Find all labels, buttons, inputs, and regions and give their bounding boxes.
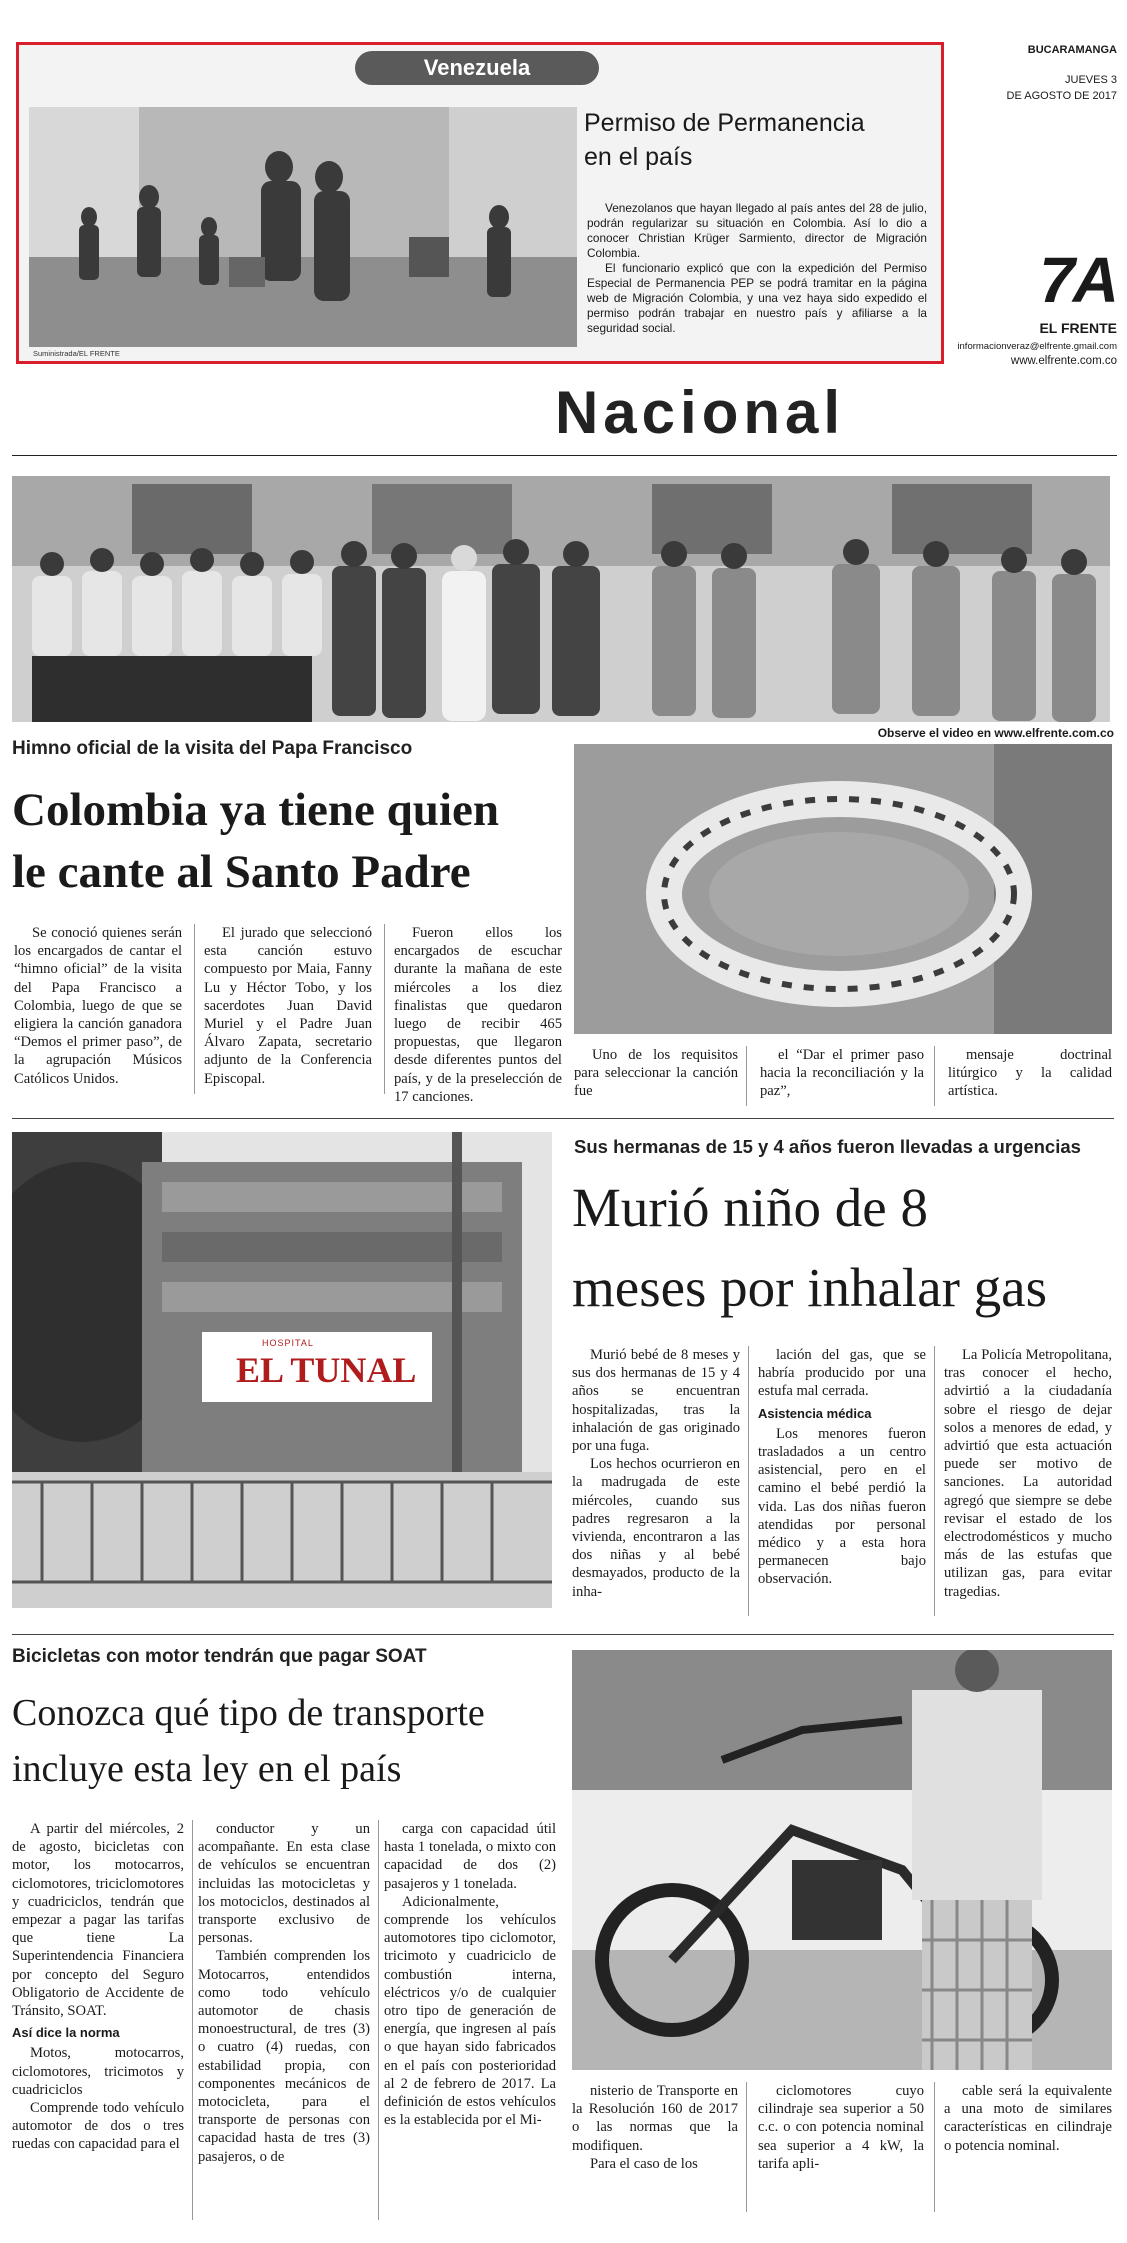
- venezuela-tag: Venezuela: [355, 51, 599, 85]
- papa-col5-text: el “Dar el primer paso hacia la reconciliación y la paz”,: [760, 1047, 924, 1100]
- papa-column-1: [14, 924, 182, 1088]
- venezuela-title-line2: en el país: [584, 143, 693, 171]
- column-divider: [934, 1346, 935, 1616]
- gas-col2-p1: lación del gas, que se habría producido por una estufa mal cerrada.: [758, 1347, 926, 1400]
- masthead-city: BUCARAMANGA: [1027, 44, 1117, 56]
- soat-headline-line1: Conozca qué tipo de transporte: [12, 1692, 485, 1734]
- gas-headline-line1: Murió niño de 8: [572, 1177, 928, 1238]
- soat-col5-p1: ciclomotores cuyo cilindraje sea superior a 50 c.c. o con potencia nominal sea superior a 4 kW, la tarifa apli-: [758, 2083, 924, 2172]
- gas-column-3: [944, 1346, 1112, 1601]
- soat-col4-p1: nisterio de Transporte en la Resolución 160 de 2017 o las normas que la modifiquen.: [572, 2083, 738, 2154]
- venezuela-title-line1: Permiso de Permanencia: [584, 109, 865, 137]
- papa-column-2: [204, 924, 372, 1088]
- soat-col1-p2: Motos, motocarros, ciclomotores, tricimotos y cuadriciclos: [12, 2045, 184, 2098]
- article-separator: [12, 1118, 1114, 1119]
- papa-col2-text: El jurado que seleccionó esta canción estuvo compuesto por Maia, Fanny Lu y Héctor Tobo, y los sacerdotes Juan David Muriel y el Padre Juan Álvaro Zapata, secretario adjunto de la Conferencia Episcopal.: [204, 925, 372, 1087]
- column-divider: [748, 1346, 749, 1616]
- soat-col6-p1: cable será la equivalente a una moto de similares características en cilindraje o potencia nominal.: [944, 2083, 1112, 2154]
- soat-col3-p2: Adicionalmente, comprende los vehículos automotores tipo ciclomotor, tricimoto y cuadriciclo de combustión interna, eléctricos y/o de cualquier otro tipo de generación de energía, que ingresen al país o que hayan sido fabricados en el país con posterioridad al 2 de febrero de 2017. La definición de estos vehículos es la establecida por el Mi-: [384, 1893, 556, 2129]
- papa-col4-text: Uno de los requisitos para seleccionar la canción fue: [574, 1047, 738, 1100]
- column-divider: [746, 2082, 747, 2212]
- gas-column-1: [572, 1346, 740, 1601]
- venezuela-body: [587, 201, 927, 336]
- soat-column-5: [758, 2082, 924, 2173]
- venezuela-paragraph-2: El funcionario explicó que con la expedición del Permiso Especial de Permanencia PEP se podrá tramitar en la página web de Migración Colombia, y una vez haya sido expedido el permiso podrán trabajar en nuestro país y afiliarse a la seguridad social.: [587, 261, 927, 335]
- circle-image: [574, 744, 1112, 1034]
- soat-col4-p2: Para el caso de los: [590, 2155, 698, 2172]
- papa-headline-line2: le cante al Santo Padre: [12, 846, 471, 898]
- column-divider: [378, 1820, 379, 2220]
- article-separator: [12, 1634, 1114, 1635]
- motorbike-photo: [572, 1650, 1112, 2070]
- section-title: Nacional: [554, 379, 846, 446]
- hospital-sign: EL TUNAL: [236, 1350, 417, 1390]
- papa-column-3: [394, 924, 562, 1106]
- gas-kicker: Sus hermanas de 15 y 4 años fueron llevadas a urgencias: [574, 1136, 1081, 1157]
- section-rule: [12, 455, 1117, 456]
- masthead-day: JUEVES 3: [1065, 74, 1117, 86]
- soat-headline-line2: incluye esta ley en el país: [12, 1748, 402, 1790]
- column-divider: [746, 1046, 747, 1106]
- gas-col1-p1: Murió bebé de 8 meses y sus dos hermanas de 15 y 4 años se encuentran hospitalizadas, tras la inhalación de gas originado por una fuga.: [572, 1347, 740, 1455]
- papa-col6-text: mensaje doctrinal litúrgico y la calidad artística.: [948, 1047, 1112, 1100]
- page-number: 7A: [1039, 244, 1117, 316]
- soat-kicker: Bicicletas con motor tendrán que pagar SOAT: [12, 1646, 427, 1667]
- papa-headline-line1: Colombia ya tiene quien: [12, 784, 500, 836]
- motorbike-image: [572, 1650, 1112, 2070]
- venezuela-photo: [29, 107, 577, 347]
- soat-column-2: [198, 1820, 370, 2166]
- soat-column-6: [944, 2082, 1112, 2155]
- gas-col2-p2: Los menores fueron trasladados a un centro asistencial, pero en el camino el bebé perdió la vida. Las dos niñas fueron atendidas por personal médico y a esta hora permanecen bajo observación.: [758, 1425, 926, 1588]
- soat-col2-p1: conductor y un acompañante. En esta clase de vehículos se encuentran incluidas las motocicletas y los motociclos, destinados al transporte exclusivo de personas.: [198, 1821, 370, 1947]
- column-divider: [934, 1046, 935, 1106]
- column-divider: [192, 1820, 193, 2220]
- gas-col1-p2: Los hechos ocurrieron en la madrugada de este miércoles, cuando sus padres regresaron a la vivienda, encontraron a las dos niñas y al bebé desmayados, producto de la inha-: [572, 1456, 740, 1600]
- soat-column-1: [12, 1820, 184, 2154]
- masthead-email: informacionveraz@elfrente.gmail.com: [957, 341, 1117, 352]
- soat-column-3: [384, 1820, 556, 2129]
- venezuela-box: [16, 42, 944, 364]
- soat-col3-p1: carga con capacidad útil hasta 1 tonelada, o mixto con capacidad de dos (2) pasajeros y 1 tonelada.: [384, 1821, 556, 1892]
- gas-column-2: [758, 1346, 926, 1589]
- gas-col3-p1: La Policía Metropolitana, tras conocer el hecho, advirtió a la ciudadanía sobre el riesgo de dejar solos a menores de edad, y advirtió que esta actuación puede ser motivo de sanciones. La autoridad agregó que siempre se debe revisar el estado de los electrodomésticos y mucho más de las estufas que utilizan gas, para evitar tragedias.: [944, 1347, 1112, 1600]
- soat-col1-p3: Comprende todo vehículo automotor de dos o tres ruedas con capacidad para el: [12, 2100, 184, 2153]
- venezuela-paragraph-1: Venezolanos que hayan llegado al país antes del 28 de julio, podrán regularizar su situación en Colombia. Así lo dio a conocer Christian Krüger Sarmiento, director de Migración Colombia.: [587, 201, 927, 260]
- paper-name: EL FRENTE: [1039, 320, 1117, 336]
- papa-col3-text: Fueron ellos los encargados de escuchar durante la mañana de este miércoles a los diez finalistas que quedaron luego de recibir 465 propuestas, que llegaron desde diferentes puntos del país, y de la preselección de 17 canciones.: [394, 925, 562, 1105]
- masthead-website: www.elfrente.com.co: [1010, 355, 1117, 367]
- papa-column-5: [760, 1046, 924, 1101]
- masthead-date: DE AGOSTO DE 2017: [1006, 90, 1117, 102]
- hospital-sign-small: HOSPITAL: [262, 1338, 314, 1348]
- soat-col2-p2: También comprenden los Motocarros, entendidos como todo vehículo automotor de chasis monoestructural, de tres (3) o cuatro (4) ruedas, con estabilidad propia, con componentes mecánicos de motocicleta, para el transporte de personas con capacidad hasta de tres (3) pasajeros, o de: [198, 1948, 370, 2165]
- column-divider: [194, 924, 195, 1094]
- choir-photo: [12, 476, 1110, 722]
- video-caption: Observe el video en www.elfrente.com.co: [877, 726, 1114, 740]
- papa-column-6: [948, 1046, 1112, 1101]
- papa-column-4: [574, 1046, 738, 1101]
- soat-col1-p1: A partir del miércoles, 2 de agosto, bicicletas con motor, los motocarros, ciclomotores, triciclomotores y cuadriciclos, tendrán que empezar a pagar las tarifas que tiene La Superintendencia Financiera por concepto del Seguro Obligatorio de Accidente de Tránsito, SOAT.: [12, 1821, 184, 2020]
- papa-col1-text: Se conoció quienes serán los encargados de cantar el “himno oficial” de la visita del Papa Francisco a Colombia, luego de que se eligiera la canción ganadora “Demos el primer paso”, de la agrupación Músicos Católicos Unidos.: [14, 925, 182, 1087]
- choir-image: [12, 476, 1110, 722]
- migrants-image: [29, 107, 577, 347]
- photo-credit: Suministrada/EL FRENTE: [33, 349, 120, 358]
- soat-column-4: [572, 2082, 738, 2173]
- circle-photo: [574, 744, 1112, 1034]
- soat-col1-subhead: Así dice la norma: [12, 2025, 120, 2041]
- column-divider: [934, 2082, 935, 2212]
- column-divider: [384, 924, 385, 1094]
- gas-col2-subhead: Asistencia médica: [758, 1405, 872, 1421]
- gas-headline-line2: meses por inhalar gas: [572, 1257, 1047, 1318]
- papa-kicker: Himno oficial de la visita del Papa Francisco: [12, 738, 413, 759]
